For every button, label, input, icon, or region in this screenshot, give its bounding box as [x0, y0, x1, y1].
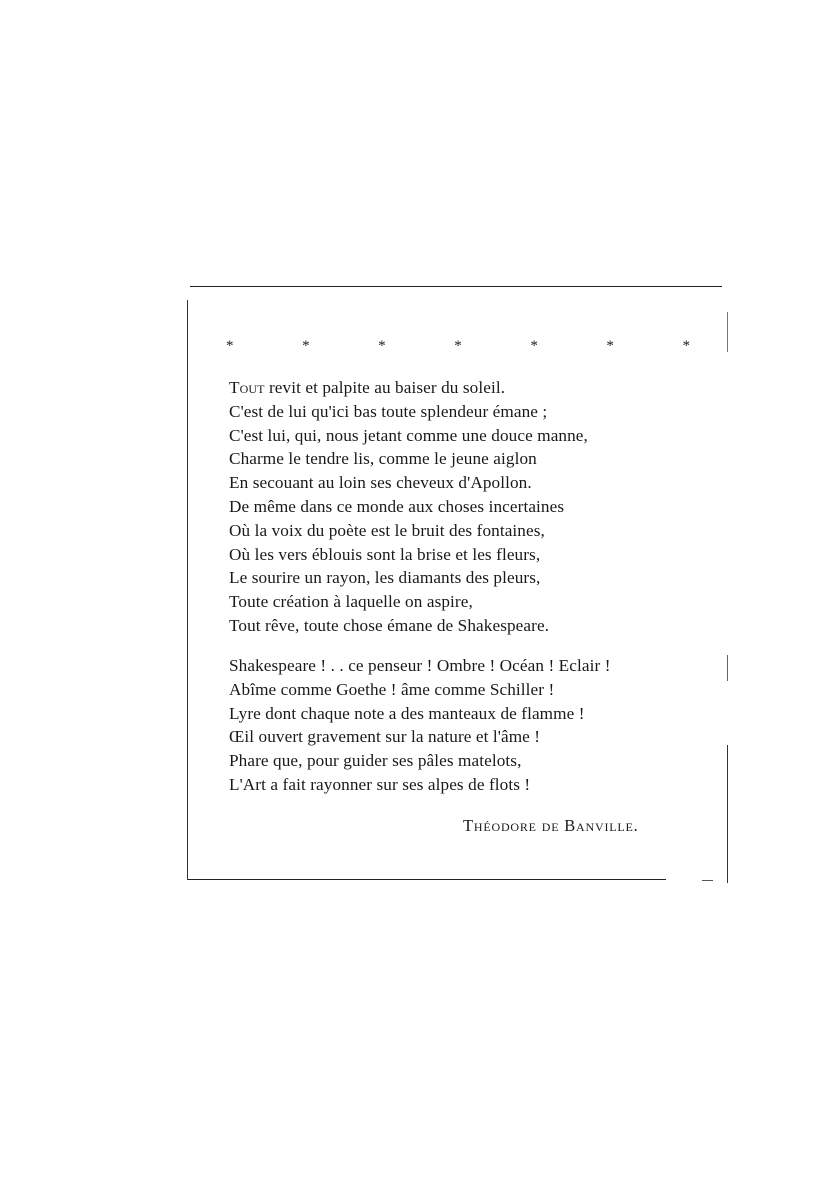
opening-line-rest: revit et palpite au baiser du soleil.: [264, 378, 506, 397]
poem-stanza-2: [229, 654, 611, 797]
poem-line: Shakespeare ! . . ce penseur ! Ombre ! Océan ! Eclair !: [229, 656, 611, 675]
poem-line: Charme le tendre lis, comme le jeune aiglon: [229, 449, 537, 469]
star-ornament: *: [302, 338, 310, 354]
frame-bottom-dash: [702, 880, 713, 881]
poem-line: Le sourire un rayon, les diamants des pleurs,: [229, 568, 541, 588]
poem-line: Phare que, pour guider ses pâles matelots,: [229, 751, 522, 771]
opening-word: Tout: [229, 378, 265, 397]
star-ornament: *: [606, 338, 614, 354]
star-ornament: *: [226, 338, 234, 354]
poem-line: Toute création à laquelle on aspire,: [229, 592, 473, 612]
poem-line: Tout rêve, toute chose émane de Shakespeare.: [229, 615, 550, 635]
poem-stanza-1: [229, 376, 588, 638]
frame-right-rule: [727, 312, 728, 352]
poem-line: Lyre dont chaque note a des manteaux de flamme !: [229, 703, 585, 723]
poem-line: C'est de lui qu'ici bas toute splendeur émane ;: [229, 401, 548, 421]
star-ornament: *: [530, 338, 538, 354]
poem-line: Où les vers éblouis sont la brise et les fleurs,: [229, 544, 541, 564]
poem-line: L'Art a fait rayonner sur ses alpes de flots !: [229, 774, 531, 794]
poem-line: Abîme comme Goethe ! âme comme Schiller !: [229, 679, 555, 699]
frame-right-rule: [727, 745, 728, 883]
frame-left-rule: [187, 300, 188, 880]
star-ornament: *: [682, 338, 690, 354]
frame-top-rule: [190, 286, 722, 287]
poem-line: C'est lui, qui, nous jetant comme une douce manne,: [229, 425, 588, 445]
poem-line: [229, 376, 588, 400]
poem-line: De même dans ce monde aux choses incertaines: [229, 496, 565, 516]
poem-line: Où la voix du poète est le bruit des fontaines,: [229, 520, 545, 540]
poem-line: Œil ouvert gravement sur la nature et l'âme !: [229, 727, 541, 747]
author-signature: Théodore de Banville.: [463, 816, 639, 835]
poem-line: En secouant au loin ses cheveux d'Apollon.: [229, 473, 532, 493]
frame-right-rule: [727, 655, 728, 681]
asterism-ornament: [226, 336, 690, 356]
star-ornament: *: [454, 338, 462, 354]
star-ornament: *: [378, 338, 386, 354]
frame-bottom-rule: [188, 879, 666, 880]
